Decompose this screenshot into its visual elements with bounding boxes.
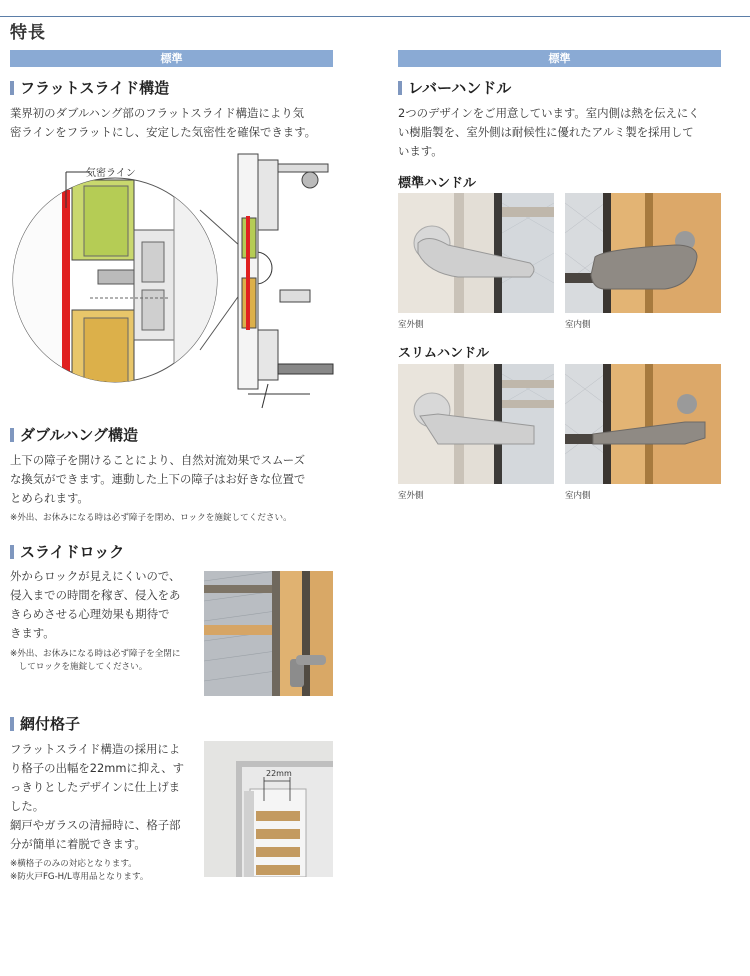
double-hung-heading: ダブルハング構造 <box>10 426 138 444</box>
lattice-text: フラットスライド構造の採用によ り格子の出幅を22mmに抑え、す っきりとしたデザインに仕上げま した。 網戸やガラスの清掃時に、格子部 分が簡単に着脱できます。 <box>10 742 185 851</box>
slim-handle-title: スリムハンドル <box>398 346 490 361</box>
slim-handle-outdoor-photo <box>398 364 554 484</box>
lever-heading: レバーハンドル <box>398 79 511 97</box>
title-rule <box>0 16 750 17</box>
slim-handle-outdoor-caption: 室外側 <box>398 491 424 501</box>
flat-slide-diagram <box>10 150 335 412</box>
standard-handle-title: 標準ハンドル <box>398 176 477 191</box>
slide-lock-note: ※外出、お休みになる時は必ず障子を全閉に してロックを施錠してください。 <box>10 649 181 672</box>
standard-handle-outdoor-photo <box>398 193 554 313</box>
lever-text: 2つのデザインをご用意しています。室内側は熱を伝えにく い樹脂製を、室外側は耐候性に優れたアルミ製を採用して います。 <box>398 106 700 158</box>
flat-slide-heading: フラットスライド構造 <box>10 79 169 97</box>
lattice-dimension-label: 22mm <box>266 769 292 778</box>
slide-lock-photo <box>204 571 333 696</box>
page-title: 特長 <box>10 23 46 43</box>
double-hung-text: 上下の障子を開けることにより、自然対流効果でスムーズ な換気ができます。連動した上下の障子はお好きな位置で とめられます。 <box>10 453 306 505</box>
lattice-notes: ※横格子のみの対応となります。 ※防火戸FG-H/L専用品となります。 <box>10 859 149 882</box>
flat-slide-text: 業界初のダブルハング部のフラットスライド構造により気 密ラインをフラットにし、安定した気密性を確保できます。 <box>10 106 317 139</box>
right-standard-band: 標準 <box>398 50 721 67</box>
slim-handle-indoor-photo <box>565 364 721 484</box>
lattice-photo <box>204 741 333 877</box>
lattice-heading: 網付格子 <box>10 715 80 733</box>
standard-handle-indoor-caption: 室内側 <box>565 320 591 330</box>
airtight-line-label: 気密ライン <box>86 168 136 179</box>
slide-lock-text: 外からロックが見えにくいので、 侵入までの時間を稼ぎ、侵入をあ きらめさせる心理効果も期待で きます。 <box>10 569 181 640</box>
slim-handle-indoor-caption: 室内側 <box>565 491 591 501</box>
left-standard-band: 標準 <box>10 50 333 67</box>
double-hung-note: ※外出、お休みになる時は必ず障子を閉め、ロックを施錠してください。 <box>10 513 292 523</box>
standard-handle-outdoor-caption: 室外側 <box>398 320 424 330</box>
standard-handle-indoor-photo <box>565 193 721 313</box>
slide-lock-heading: スライドロック <box>10 543 124 561</box>
